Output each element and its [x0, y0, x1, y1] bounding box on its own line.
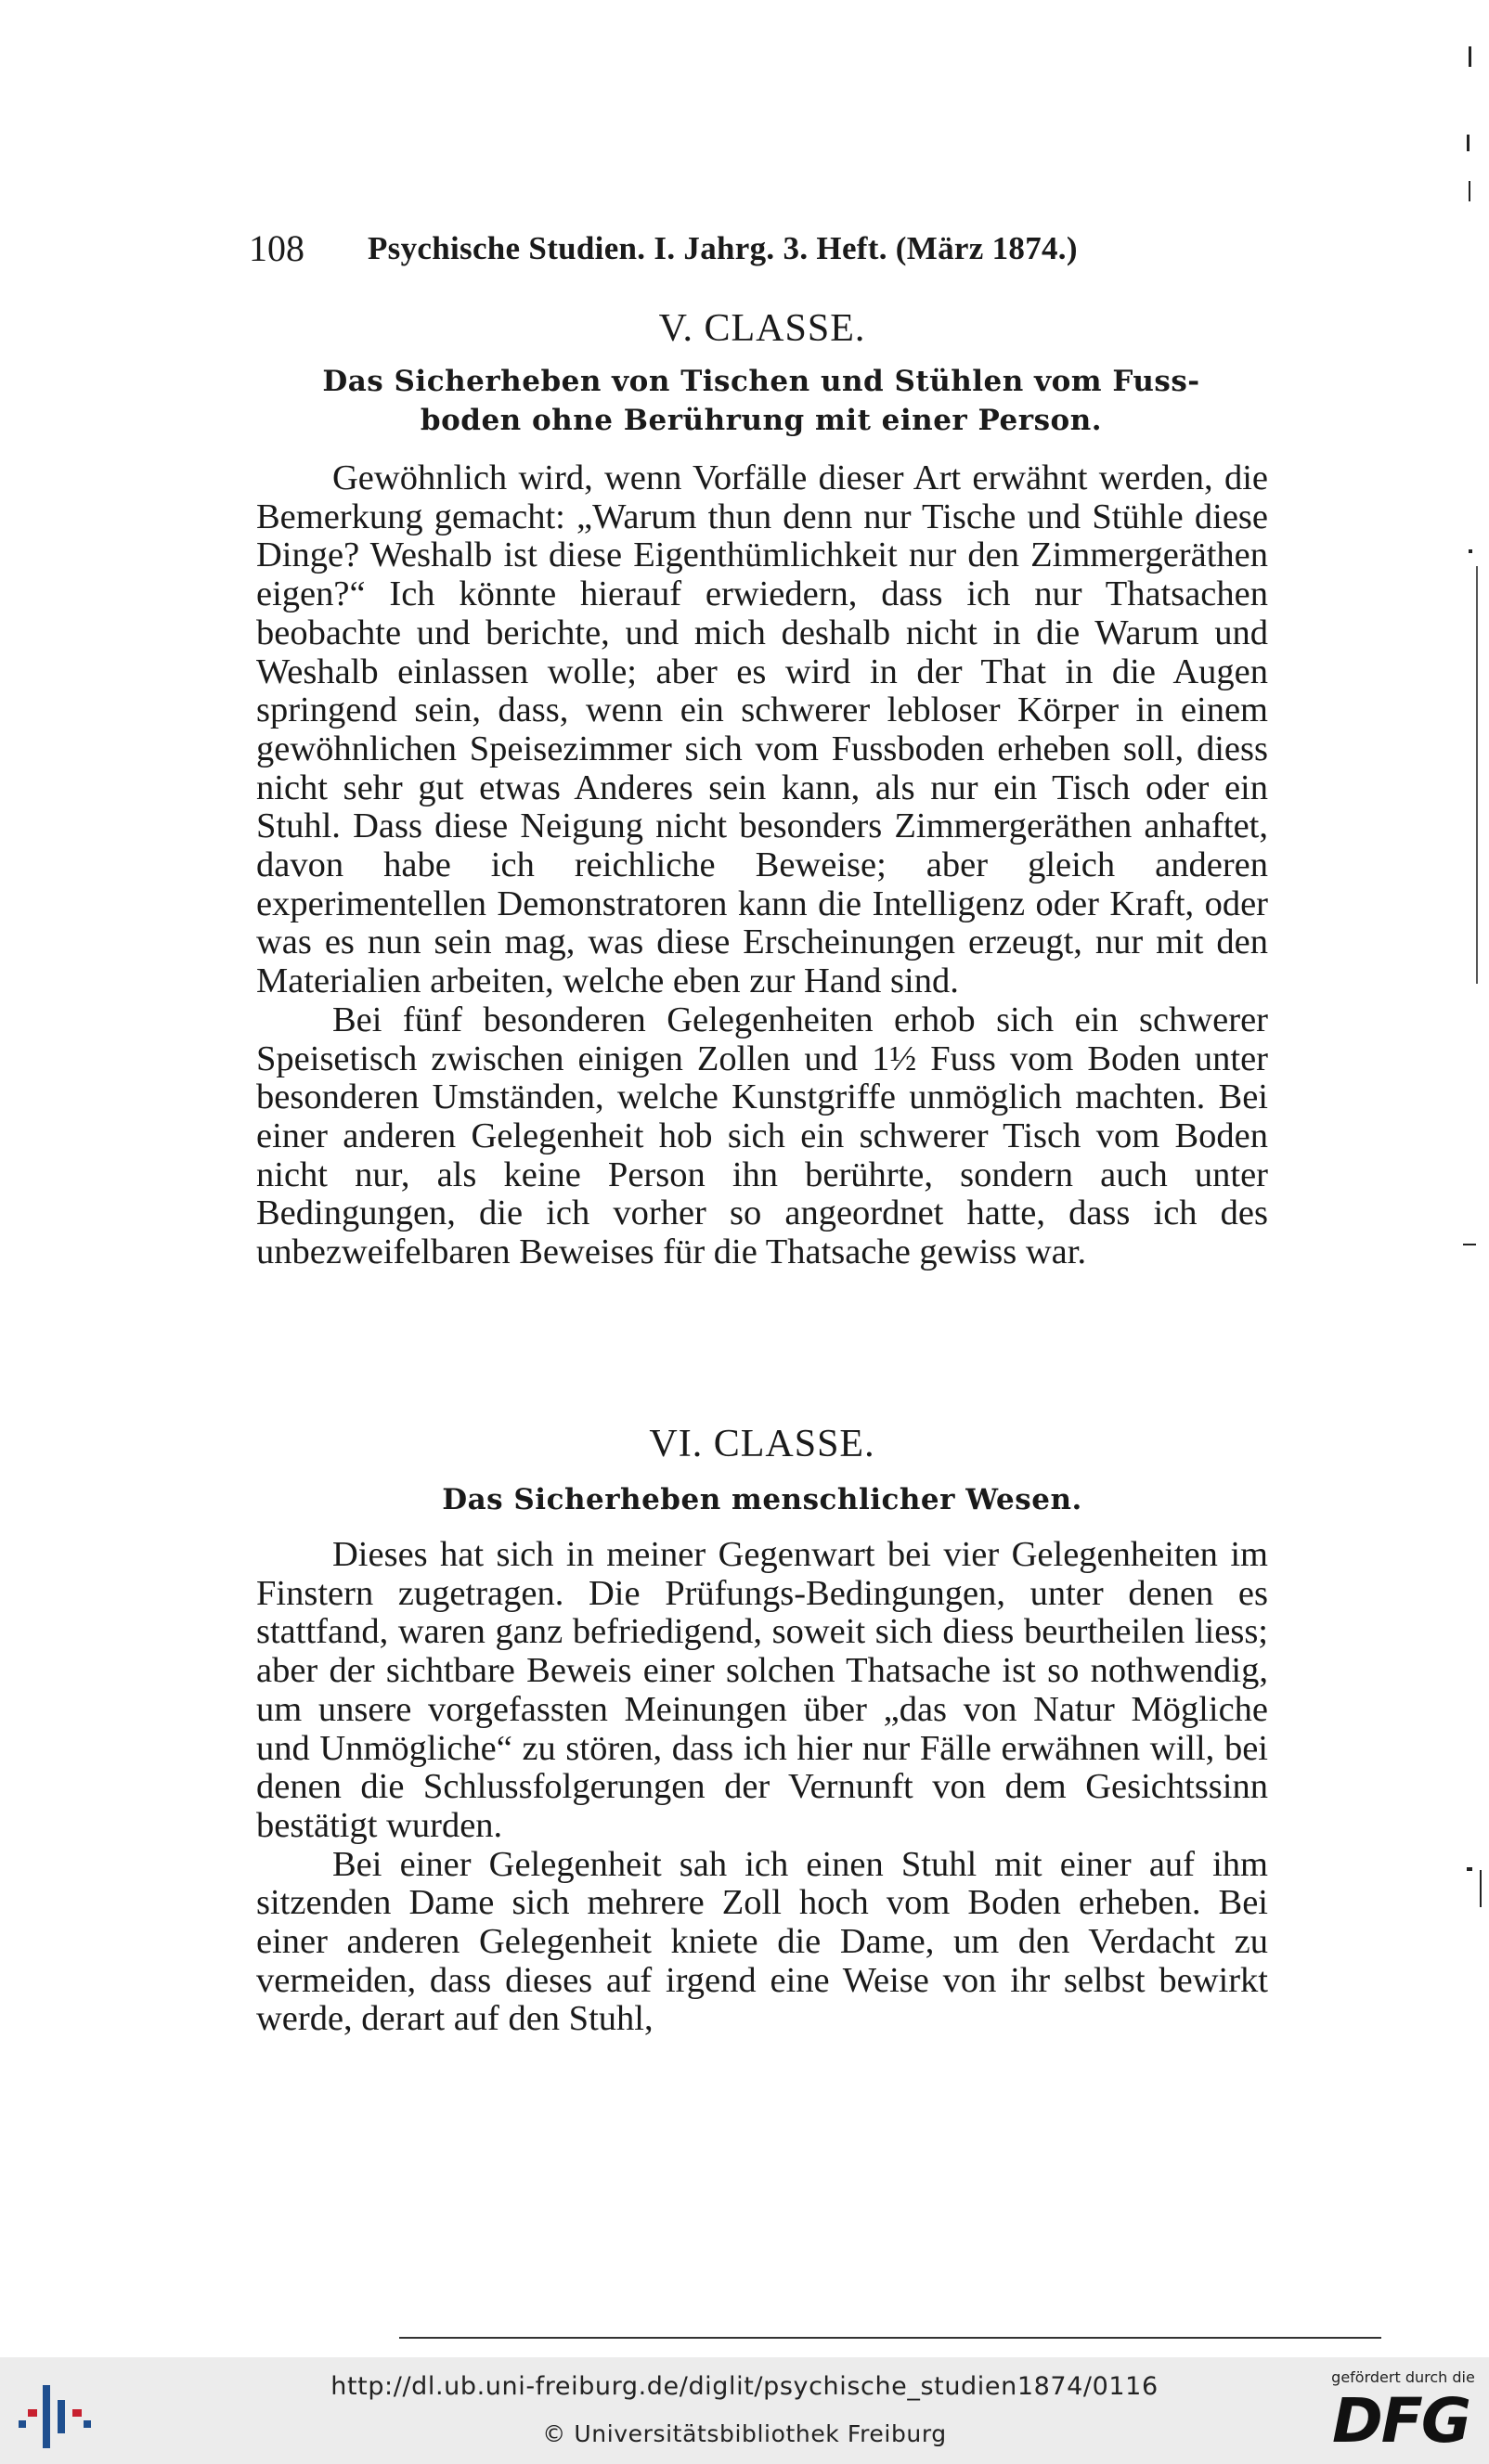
paragraph: Gewöhnlich wird, wenn Vorfälle dieser Art erwähnt werden, die Bemerkung gemacht: „Warum thun denn nur Tische und Stühle diese Dinge? Weshalb ist diese Eigenthümlichkeit nur den Zimmergeräthen eigen?“ Ich könnte hierauf erwiedern, dass ich nur Thatsachen beobachte und berichte, und mich deshalb nicht in die Warum und Weshalb einlassen wolle; aber es wird in der That in die Augen springend sein, dass, wenn ein schwerer lebloser Körper in einem gewöhnlichen Speisezimmer sich vom Fussboden erheben soll, diess nicht sehr gut etwas Anderes sein kann, als nur ein Tisch oder ein Stuhl. Dass diese Neigung nicht besonders Zimmergeräthen anhaftet, davon habe ich reichliche Beweise; aber gleich anderen experimentellen Demonstratoren kann die Intelligenz oder Kraft, oder was es nun sein mag, was diese Erscheinungen erzeugt, nur mit den Materialien arbeiten, welche eben zur Hand sind.	[256, 458, 1268, 1001]
scan-mark	[1469, 181, 1470, 201]
section-subtitle-vi: Das Sicherheben menschlicher Wesen.	[442, 1483, 1082, 1516]
footer-url-link[interactable]: http://dl.ub.uni-freiburg.de/diglit/psychische_studien1874/0116	[330, 2372, 1159, 2401]
section-v-body	[256, 459, 1268, 1272]
scan-mark	[1467, 135, 1470, 151]
dfg-logo: DFG	[1331, 2385, 1470, 2457]
subtitle-line-2: boden ohne Berührung mit einer Person.	[420, 404, 1103, 437]
section-subtitle-v	[251, 362, 1272, 440]
scan-mark	[1469, 549, 1472, 553]
scan-mark	[1463, 1244, 1476, 1245]
running-title: Psychische Studien. I. Jahrg. 3. Heft. (März 1874.)	[368, 230, 1078, 266]
paragraph: Dieses hat sich in meiner Gegenwart bei vier Gelegenheiten im Finstern zugetragen. Die Prüfungs-Bedingungen, unter denen es stattfand, waren ganz befriedigend, soweit sich diess beurtheilen liess; aber der sichtbare Beweis einer solchen Thatsache ist so nothwendig, um unsere vorgefassten Meinungen über „das von Natur Mögliche und Unmögliche“ zu stören, dass ich hier nur Fälle erwähnen will, bei denen die Schlussfolgerungen der Vernunft von dem Gesichtssinn bestätigt wurden.	[256, 1535, 1268, 1845]
running-header	[249, 226, 1196, 273]
section-title-vi: VI. CLASSE.	[649, 1423, 875, 1465]
section-vi-body	[256, 1536, 1268, 2039]
scan-mark	[1469, 46, 1471, 67]
paragraph: Bei fünf besonderen Gelegenheiten erhob sich ein schwerer Speisetisch zwischen einigen Zollen und 1½ Fuss vom Boden unter besonderen Umständen, welche Kunstgriffe unmöglich machten. Bei einer anderen Gelegenheit hob sich ein schwerer Tisch vom Boden nicht nur, als keine Person ihn berührte, sondern auch unter Bedingungen, die ich vorher so angeordnet hatte, dass ich des unbezweifelbaren Beweises für die Thatsache gewiss war.	[256, 1000, 1268, 1272]
paragraph: Bei einer Gelegenheit sah ich einen Stuhl mit einer auf ihm sitzenden Dame sich mehrere Zoll hoch vom Boden erheben. Bei einer anderen Gelegenheit kniete die Dame, um den Verdacht zu vermeiden, dass dieses auf irgend eine Weise von ihr selbst bewirkt werde, derart auf den Stuhl,	[256, 1844, 1268, 2039]
scan-mark	[1467, 1867, 1472, 1871]
page-number: 108	[249, 227, 304, 269]
section-title-v: V. CLASSE.	[658, 307, 866, 350]
footer-copyright: © Universitätsbibliothek Freiburg	[542, 2420, 947, 2447]
dfg-tagline: gefördert durch die	[1331, 2368, 1475, 2386]
subtitle-line-1: Das Sicherheben von Tischen und Stühlen vom Fuss-	[322, 365, 1200, 398]
footer-rule	[399, 2337, 1381, 2339]
scan-mark	[1476, 566, 1478, 984]
scan-mark	[1480, 1870, 1482, 1907]
